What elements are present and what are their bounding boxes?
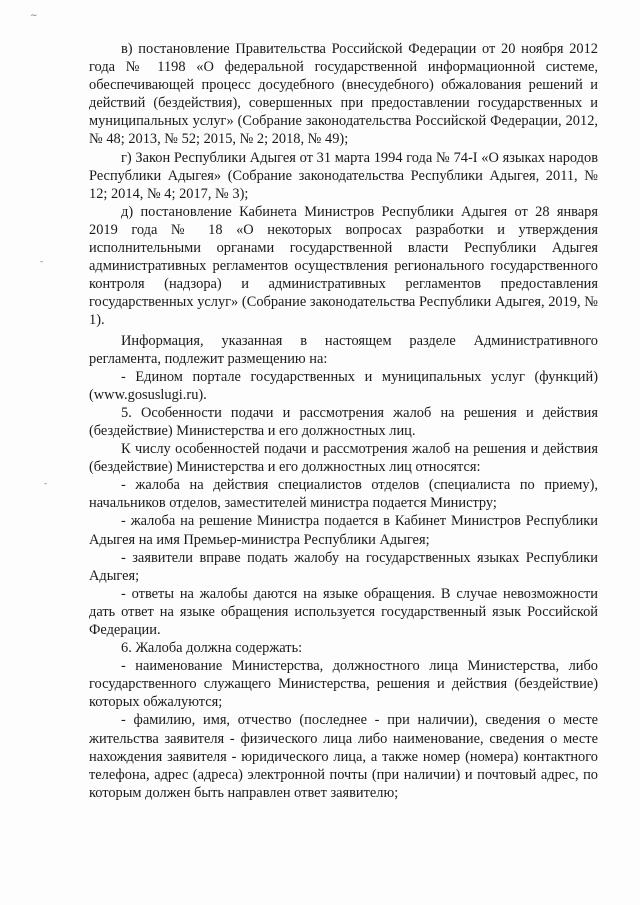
paragraph-law-item-d: д) постановление Кабинета Министров Республики Адыгея от 28 января 2019 года № 18 «О некоторых вопросах разработки и утверждения исполнительными органами государственной власти Республики Адыгея административных регламентов осуществления регионального государственного контроля (надзора) и административных регламентов предоставления государственных услуг» (Собрание законодательства Республики Адыгея, 2019, № 1). [89,203,598,329]
paragraph-complaint-content-applicant: - фамилию, имя, отчество (последнее - при наличии), сведения о месте жительства заявителя - физического лица либо наименование, сведения о месте нахождения заявителя - юридического лица, а также номер (номера) контактного телефона, адрес (адреса) электронной почты (при наличии) и почтовый адрес, по которым должен быть направлен ответ заявителю; [89,712,598,801]
paragraph-unified-portal: - Едином портале государственных и муниципальных услуг (функций) (www.gosuslugi.ru). [89,368,598,403]
paragraph-law-item-v: в) постановление Правительства Российской Федерации от 20 ноября 2012 года № 1198 «О федеральной государственной информационной системе, обеспечивающей процесс досудебного (внесудебного) обжалования решений и действий (бездействия), совершенных при предоставлении государственных и муниципальных услуг» (Собрание законодательства Российской Федерации, 2012, № 48; 2013, № 52; 2015, № 2; 2018, № 49); [89,41,598,148]
paragraph-complaint-languages: - заявители вправе подать жалобу на государственных языках Республики Адыгея; [89,549,598,584]
paragraph-reply-language: - ответы на жалобы даются на языке обращения. В случае невозможности дать ответ на языке обращения используется государственный язык Российской Федерации. [89,585,598,638]
paragraph-law-item-g: г) Закон Республики Адыгея от 31 марта 1994 года № 74-I «О языках народов Республики Адыгея» (Собрание законодательства Республики Адыгея, 2011, № 12; 2014, № 4; 2017, № 3); [89,149,598,202]
paragraph-complaint-to-minister: - жалоба на действия специалистов отделов (специалиста по приему), начальников отделов, заместителей министра подается Министру; [89,477,598,512]
paragraph-complaint-content-name: - наименование Министерства, должностного лица Министерства, либо государственного служащего Министерства, решения и действия (бездействие) которых обжалуются; [89,658,598,711]
paragraph-section-5-heading: 5. Особенности подачи и рассмотрения жалоб на решения и действия (бездействие) Министерства и его должностных лиц. [89,404,598,439]
scan-mark: - [44,479,48,489]
document-body [89,40,598,802]
paragraph-information-placement: Информация, указанная в настоящем разделе Административного регламента, подлежит размещению на: [89,332,598,367]
paragraph-complaint-features-intro: К числу особенностей подачи и рассмотрения жалоб на решения и действия (бездействие) Министерства и его должностных лиц относятся: [89,441,598,476]
scan-mark: - [40,257,44,267]
paragraph-complaint-to-cabinet: - жалоба на решение Министра подается в Кабинет Министров Республики Адыгея на имя Премьер-министра Республики Адыгея; [89,513,598,548]
paragraph-section-6-heading: 6. Жалоба должна содержать: [121,640,303,657]
scan-mark: ∼ [30,11,38,21]
